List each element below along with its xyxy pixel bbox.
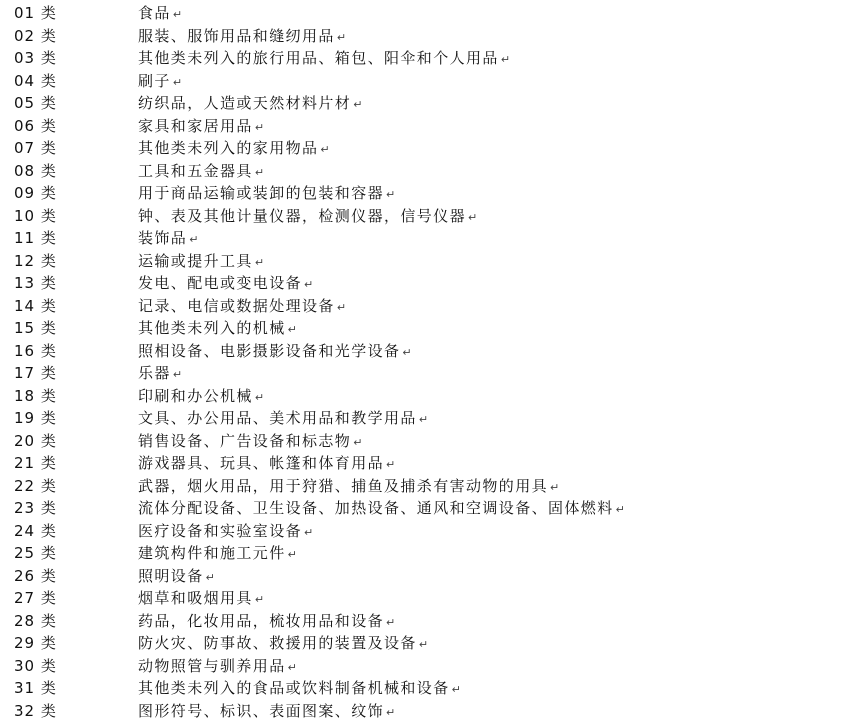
paragraph-mark-icon: ↵ [255, 117, 264, 140]
list-item [0, 295, 856, 318]
class-description [138, 610, 395, 635]
class-code: 08 类 [14, 160, 57, 183]
list-item [0, 677, 856, 700]
class-description [138, 587, 264, 612]
paragraph-mark-icon: ↵ [255, 162, 264, 185]
class-code: 28 类 [14, 610, 57, 633]
class-description [138, 70, 182, 95]
class-name: 照相设备、电影摄影设备和光学设备 [138, 342, 400, 360]
class-name: 其他类未列入的食品或饮料制备机械和设备 [138, 679, 450, 697]
class-code: 25 类 [14, 542, 57, 565]
class-name: 刷子 [138, 72, 171, 90]
class-name: 发电、配电或变电设备 [138, 274, 302, 292]
class-code: 04 类 [14, 70, 57, 93]
class-description [138, 25, 346, 50]
class-description [138, 430, 362, 455]
list-item [0, 92, 856, 115]
list-item [0, 115, 856, 138]
paragraph-mark-icon: ↵ [386, 702, 395, 724]
paragraph-mark-icon: ↵ [206, 567, 215, 590]
class-code: 14 类 [14, 295, 57, 318]
class-name: 药品，化妆用品，梳妆用品和设备 [138, 612, 384, 630]
list-item [0, 362, 856, 385]
class-name: 服装、服饰用品和缝纫用品 [138, 27, 335, 45]
class-code: 30 类 [14, 655, 57, 678]
class-description [138, 295, 346, 320]
class-name: 动物照管与驯养用品 [138, 657, 286, 675]
class-code: 24 类 [14, 520, 57, 543]
list-item [0, 520, 856, 543]
paragraph-mark-icon: ↵ [353, 432, 362, 455]
class-name: 装饰品 [138, 229, 187, 247]
classification-list [0, 2, 856, 722]
list-item [0, 160, 856, 183]
class-code: 03 类 [14, 47, 57, 70]
class-code: 09 类 [14, 182, 57, 205]
class-name: 用于商品运输或装卸的包装和容器 [138, 184, 384, 202]
list-item [0, 250, 856, 273]
class-description [138, 227, 198, 252]
class-name: 图形符号、标识、表面图案、纹饰 [138, 702, 384, 720]
class-description [138, 362, 182, 387]
paragraph-mark-icon: ↵ [386, 184, 395, 207]
paragraph-mark-icon: ↵ [304, 274, 313, 297]
class-description [138, 565, 215, 590]
class-description [138, 700, 395, 724]
paragraph-mark-icon: ↵ [189, 229, 198, 252]
class-name: 医疗设备和实验室设备 [138, 522, 302, 540]
list-item [0, 632, 856, 655]
class-description [138, 182, 395, 207]
class-description [138, 520, 313, 545]
list-item [0, 655, 856, 678]
paragraph-mark-icon: ↵ [173, 72, 182, 95]
class-code: 19 类 [14, 407, 57, 430]
list-item [0, 70, 856, 93]
paragraph-mark-icon: ↵ [616, 499, 625, 522]
class-name: 建筑构件和施工元件 [138, 544, 286, 562]
paragraph-mark-icon: ↵ [337, 297, 346, 320]
class-code: 18 类 [14, 385, 57, 408]
class-description [138, 115, 264, 140]
class-description [138, 272, 313, 297]
class-description [138, 655, 297, 680]
paragraph-mark-icon: ↵ [173, 4, 182, 27]
paragraph-mark-icon: ↵ [337, 27, 346, 50]
class-code: 21 类 [14, 452, 57, 475]
class-description [138, 632, 428, 657]
class-code: 12 类 [14, 250, 57, 273]
paragraph-mark-icon: ↵ [452, 679, 461, 702]
class-code: 22 类 [14, 475, 57, 498]
class-name: 工具和五金器具 [138, 162, 253, 180]
class-name: 家具和家居用品 [138, 117, 253, 135]
class-name: 其他类未列入的旅行用品、箱包、阳伞和个人用品 [138, 49, 499, 67]
list-item [0, 340, 856, 363]
list-item [0, 2, 856, 25]
class-code: 31 类 [14, 677, 57, 700]
class-code: 05 类 [14, 92, 57, 115]
class-description [138, 452, 395, 477]
paragraph-mark-icon: ↵ [173, 364, 182, 387]
list-item [0, 475, 856, 498]
class-description [138, 160, 264, 185]
list-item [0, 47, 856, 70]
class-description [138, 340, 412, 365]
list-item [0, 610, 856, 633]
class-name: 食品 [138, 4, 171, 22]
class-description [138, 475, 559, 500]
paragraph-mark-icon: ↵ [288, 657, 297, 680]
class-name: 武器，烟火用品，用于狩猎、捕鱼及捕杀有害动物的用具 [138, 477, 548, 495]
paragraph-mark-icon: ↵ [501, 49, 510, 72]
list-item [0, 565, 856, 588]
list-item [0, 452, 856, 475]
list-item [0, 317, 856, 340]
list-item [0, 407, 856, 430]
paragraph-mark-icon: ↵ [288, 544, 297, 567]
paragraph-mark-icon: ↵ [255, 252, 264, 275]
paragraph-mark-icon: ↵ [386, 454, 395, 477]
class-description [138, 137, 330, 162]
class-description [138, 205, 477, 230]
class-description [138, 47, 510, 72]
class-name: 纺织品，人造或天然材料片材 [138, 94, 351, 112]
class-code: 26 类 [14, 565, 57, 588]
list-item [0, 385, 856, 408]
class-description [138, 497, 625, 522]
list-item [0, 272, 856, 295]
list-item [0, 25, 856, 48]
paragraph-mark-icon: ↵ [320, 139, 329, 162]
paragraph-mark-icon: ↵ [304, 522, 313, 545]
paragraph-mark-icon: ↵ [353, 94, 362, 117]
paragraph-mark-icon: ↵ [386, 612, 395, 635]
class-description [138, 317, 297, 342]
class-name: 其他类未列入的家用物品 [138, 139, 318, 157]
class-code: 32 类 [14, 700, 57, 723]
paragraph-mark-icon: ↵ [402, 342, 411, 365]
class-name: 记录、电信或数据处理设备 [138, 297, 335, 315]
list-item [0, 137, 856, 160]
class-code: 06 类 [14, 115, 57, 138]
paragraph-mark-icon: ↵ [255, 589, 264, 612]
class-name: 钟、表及其他计量仪器，检测仪器，信号仪器 [138, 207, 466, 225]
class-description [138, 677, 461, 702]
class-code: 01 类 [14, 2, 57, 25]
list-item [0, 182, 856, 205]
class-code: 29 类 [14, 632, 57, 655]
class-description [138, 542, 297, 567]
class-code: 02 类 [14, 25, 57, 48]
class-name: 防火灾、防事故、救援用的装置及设备 [138, 634, 417, 652]
class-name: 文具、办公用品、美术用品和教学用品 [138, 409, 417, 427]
class-name: 照明设备 [138, 567, 204, 585]
class-code: 23 类 [14, 497, 57, 520]
class-name: 销售设备、广告设备和标志物 [138, 432, 351, 450]
list-item [0, 227, 856, 250]
class-name: 乐器 [138, 364, 171, 382]
paragraph-mark-icon: ↵ [255, 387, 264, 410]
list-item [0, 497, 856, 520]
class-description [138, 385, 264, 410]
class-description [138, 250, 264, 275]
class-description [138, 2, 182, 27]
list-item [0, 205, 856, 228]
class-description [138, 407, 428, 432]
class-code: 07 类 [14, 137, 57, 160]
class-code: 17 类 [14, 362, 57, 385]
class-code: 15 类 [14, 317, 57, 340]
class-code: 16 类 [14, 340, 57, 363]
list-item [0, 542, 856, 565]
class-code: 27 类 [14, 587, 57, 610]
class-name: 运输或提升工具 [138, 252, 253, 270]
class-code: 11 类 [14, 227, 57, 250]
class-code: 10 类 [14, 205, 57, 228]
paragraph-mark-icon: ↵ [468, 207, 477, 230]
paragraph-mark-icon: ↵ [419, 634, 428, 657]
class-name: 印刷和办公机械 [138, 387, 253, 405]
list-item [0, 430, 856, 453]
class-code: 20 类 [14, 430, 57, 453]
class-name: 游戏器具、玩具、帐篷和体育用品 [138, 454, 384, 472]
class-name: 流体分配设备、卫生设备、加热设备、通风和空调设备、固体燃料 [138, 499, 614, 517]
list-item [0, 587, 856, 610]
class-code: 13 类 [14, 272, 57, 295]
class-description [138, 92, 362, 117]
paragraph-mark-icon: ↵ [550, 477, 559, 500]
list-item [0, 700, 856, 723]
paragraph-mark-icon: ↵ [288, 319, 297, 342]
paragraph-mark-icon: ↵ [419, 409, 428, 432]
class-name: 烟草和吸烟用具 [138, 589, 253, 607]
class-name: 其他类未列入的机械 [138, 319, 286, 337]
